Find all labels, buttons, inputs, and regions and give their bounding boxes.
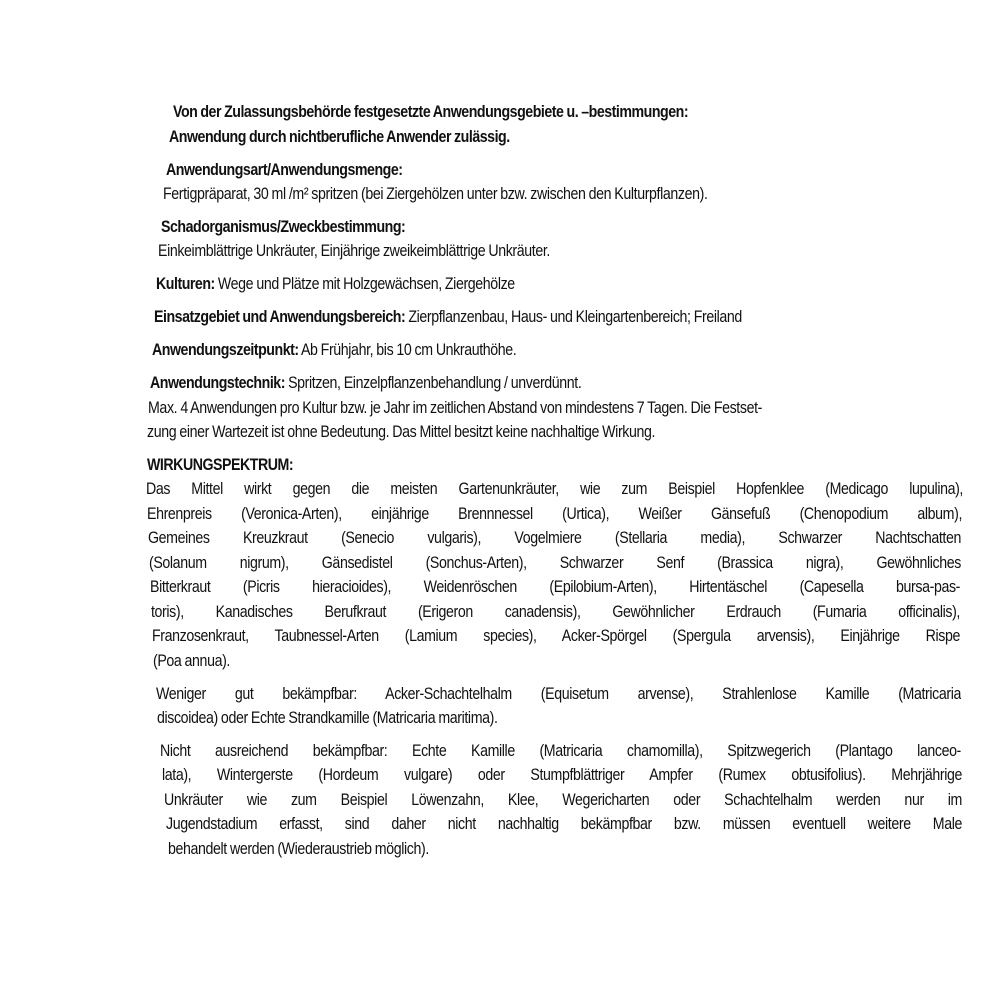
nicht-line-1: Nicht ausreichend bekämpfbar: Echte Kamille (Matricaria chamomilla), Spitzwegerich (Plantago lanceo- [160, 742, 961, 760]
schadorganismus-text: Einkeimblättrige Unkräuter, Einjährige zweikeimblättrige Unkräuter. [158, 242, 550, 260]
header-line-1: Von der Zulassungsbehörde festgesetzte Anwendungsgebiete u. –bestimmungen: [173, 103, 689, 121]
spektrum-line-6: toris), Kanadisches Berufkraut (Erigeron canadensis), Gewöhnlicher Erdrauch (Fumaria officinalis), [151, 603, 960, 621]
technik-text: Spritzen, Einzelpflanzenbehandlung / unverdünnt. [284, 374, 582, 392]
technik-max-line-1: Max. 4 Anwendungen pro Kultur bzw. je Jahr im zeitlichen Abstand von mindestens 7 Tagen. Die Festset- [148, 399, 762, 417]
weniger-line-1: Weniger gut bekämpfbar: Acker-Schachtelhalm (Equisetum arvense), Strahlenlose Kamille (Matricaria [156, 685, 961, 703]
einsatzgebiet-label: Einsatzgebiet und Anwendungsbereich: [154, 308, 406, 326]
kulturen-text: Wege und Plätze mit Holzgewächsen, Ziergehölze [214, 275, 515, 293]
einsatzgebiet-line [154, 306, 742, 328]
spektrum-line-3: Gemeines Kreuzkraut (Senecio vulgaris), Vogelmiere (Stellaria media), Schwarzer Nachtschatten [148, 529, 961, 547]
schadorganismus-label: Schadorganismus/Zweckbestimmung: [161, 218, 406, 236]
zeitpunkt-line [152, 339, 516, 361]
nicht-line-2: lata), Wintergerste (Hordeum vulgare) oder Stumpfblättriger Ampfer (Rumex obtusifolius). Mehrjährige [162, 766, 962, 784]
kulturen-line [156, 273, 515, 295]
einsatzgebiet-text: Zierpflanzenbau, Haus- und Kleingartenbereich; Freiland [405, 308, 742, 326]
technik-line [150, 372, 581, 394]
technik-label: Anwendungstechnik: [150, 374, 285, 392]
spektrum-line-1: Das Mittel wirkt gegen die meisten Gartenunkräuter, wie zum Beispiel Hopfenklee (Medicago lupulina), [146, 480, 963, 498]
nicht-line-5: behandelt werden (Wiederaustrieb möglich). [168, 840, 429, 858]
anwendungsart-text: Fertigpräparat, 30 ml /m² spritzen (bei Ziergehölzen unter bzw. zwischen den Kulturpflanzen). [163, 185, 708, 203]
zeitpunkt-text: Ab Frühjahr, bis 10 cm Unkrauthöhe. [298, 341, 517, 359]
spektrum-line-7: Franzosenkraut, Taubnessel-Arten (Lamium species), Acker-Spörgel (Spergula arvensis), Einjährige Rispe [152, 627, 960, 645]
header-line-2: Anwendung durch nichtberufliche Anwender zulässig. [169, 128, 510, 146]
technik-max-line-2: zung einer Wartezeit ist ohne Bedeutung. Das Mittel besitzt keine nachhaltige Wirkung. [147, 423, 656, 441]
spektrum-line-4: (Solanum nigrum), Gänsedistel (Sonchus-Arten), Schwarzer Senf (Brassica nigra), Gewöhnliches [149, 554, 961, 572]
spektrum-line-2: Ehrenpreis (Veronica-Arten), einjährige Brennnessel (Urtica), Weißer Gänsefuß (Chenopodium album), [147, 505, 962, 523]
spektrum-line-8: (Poa annua). [153, 652, 230, 670]
kulturen-label: Kulturen: [156, 275, 215, 293]
weniger-line-2: discoidea) oder Echte Strandkamille (Matricaria maritima). [157, 709, 498, 727]
anwendungsart-label: Anwendungsart/Anwendungsmenge: [166, 161, 403, 179]
spektrum-heading: WIRKUNGSPEKTRUM: [147, 456, 294, 474]
nicht-line-4: Jugendstadium erfasst, sind daher nicht nachhaltig bekämpfbar bzw. müssen eventuell weitere Male [166, 815, 962, 833]
nicht-line-3: Unkräuter wie zum Beispiel Löwenzahn, Klee, Wegericharten oder Schachtelhalm werden nur im [164, 791, 962, 809]
zeitpunkt-label: Anwendungszeitpunkt: [152, 341, 299, 359]
spektrum-line-5: Bitterkraut (Picris hieracioides), Weidenröschen (Epilobium-Arten), Hirtentäschel (Capesella bursa-pas- [150, 578, 960, 596]
